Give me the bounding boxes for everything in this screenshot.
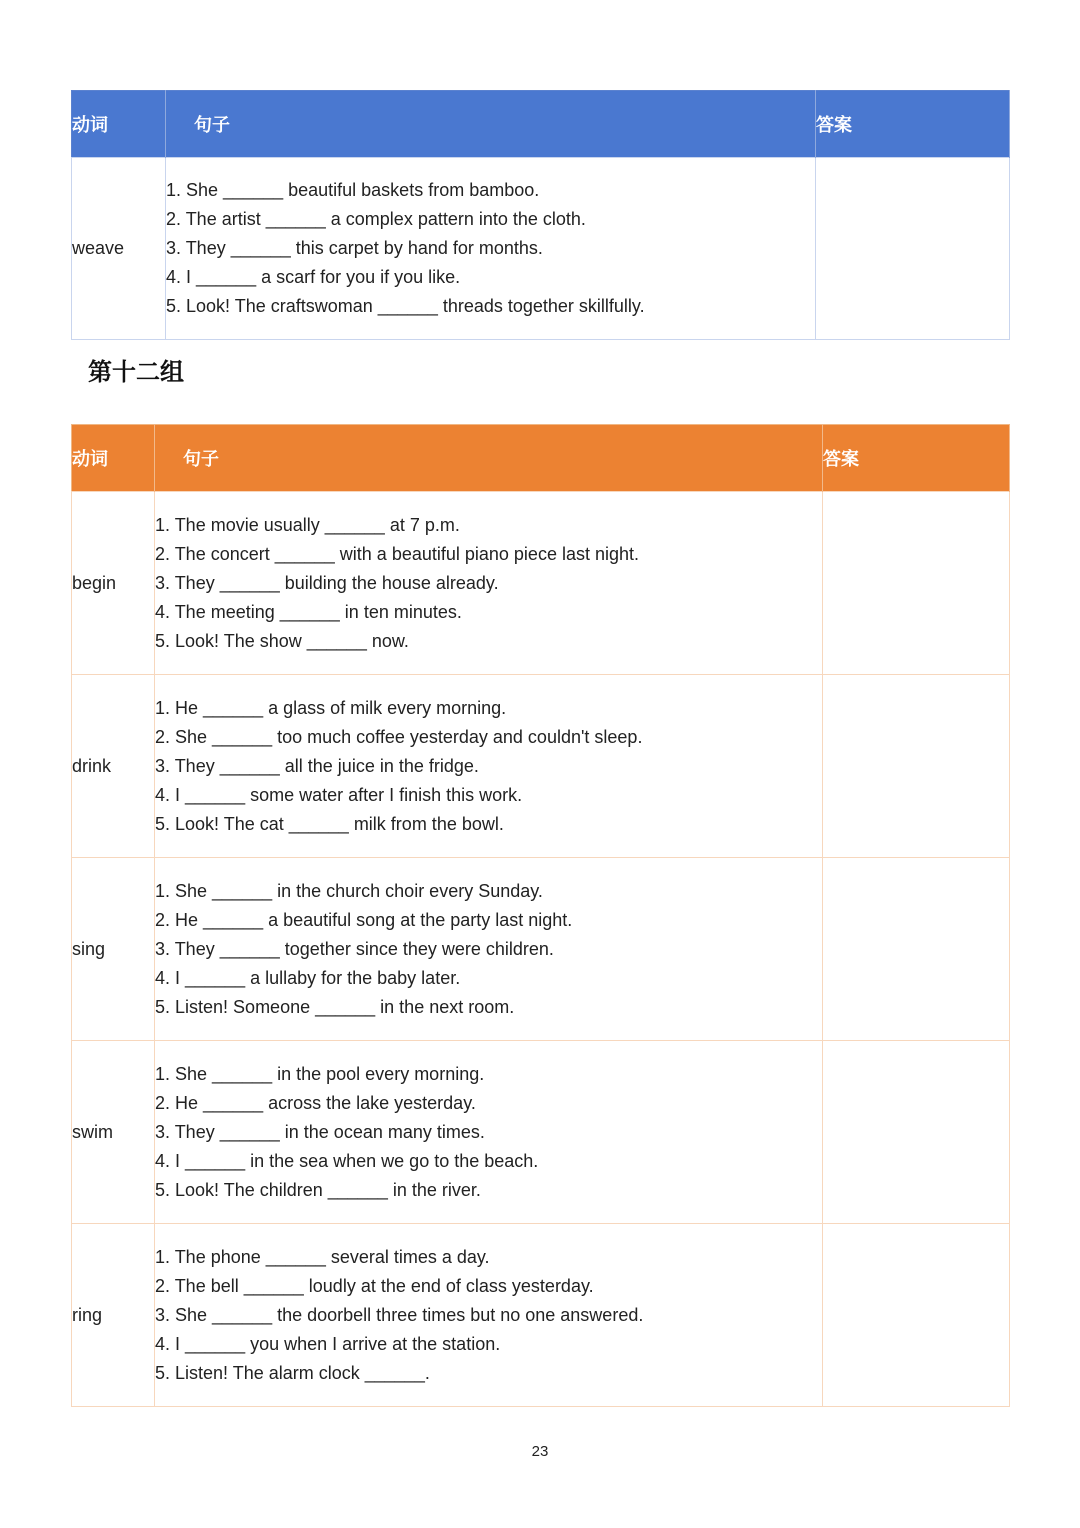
answer-cell bbox=[816, 158, 1010, 340]
sentence: 3. They ______ together since they were children. bbox=[155, 938, 554, 959]
sentence: 1. She ______ in the pool every morning. bbox=[155, 1063, 485, 1084]
table-row bbox=[72, 492, 1010, 675]
sentence: 2. The artist ______ a complex pattern into the cloth. bbox=[166, 209, 586, 229]
header-verb: 动词 bbox=[72, 425, 155, 492]
sentence: 2. The concert ______ with a beautiful piano piece last night. bbox=[155, 543, 639, 564]
header-answer: 答案 bbox=[816, 91, 1010, 158]
sentence: 4. I ______ in the sea when we go to the beach. bbox=[155, 1150, 539, 1171]
verb-table-group-12 bbox=[71, 424, 1010, 1407]
table-header-row bbox=[72, 425, 1010, 492]
sentences-cell bbox=[155, 858, 823, 1041]
answer-cell bbox=[823, 492, 1010, 675]
sentences-cell bbox=[166, 158, 816, 340]
sentence: 1. He ______ a glass of milk every morning. bbox=[155, 697, 507, 718]
verb-cell: sing bbox=[72, 858, 155, 1041]
sentence: 5. Look! The show ______ now. bbox=[155, 630, 409, 651]
header-sentence: 句子 bbox=[166, 91, 816, 158]
answer-cell bbox=[823, 1224, 1010, 1407]
group-title: 第十二组 bbox=[88, 358, 184, 386]
sentence: 2. She ______ too much coffee yesterday and couldn't sleep. bbox=[155, 726, 643, 747]
sentence: 3. They ______ all the juice in the fridge. bbox=[155, 755, 479, 776]
sentence: 4. I ______ some water after I finish this work. bbox=[155, 784, 523, 805]
sentence: 5. Listen! The alarm clock ______. bbox=[155, 1362, 430, 1383]
sentence: 4. I ______ a lullaby for the baby later. bbox=[155, 967, 461, 988]
sentence: 5. Look! The children ______ in the river. bbox=[155, 1179, 481, 1200]
sentence: 3. They ______ building the house already. bbox=[155, 572, 499, 593]
table-row bbox=[72, 858, 1010, 1041]
sentences-cell bbox=[155, 1224, 823, 1407]
answer-cell bbox=[823, 858, 1010, 1041]
page-number: 23 bbox=[531, 1443, 549, 1460]
sentence: 3. She ______ the doorbell three times but no one answered. bbox=[155, 1304, 644, 1325]
table-row bbox=[72, 1224, 1010, 1407]
sentence: 4. I ______ you when I arrive at the station. bbox=[155, 1333, 501, 1354]
sentences-cell bbox=[155, 1041, 823, 1224]
sentence: 5. Look! The cat ______ milk from the bowl. bbox=[155, 813, 504, 834]
header-sentence: 句子 bbox=[155, 425, 823, 492]
sentence: 4. I ______ a scarf for you if you like. bbox=[166, 267, 461, 287]
sentence: 3. They ______ in the ocean many times. bbox=[155, 1121, 485, 1142]
verb-cell: drink bbox=[72, 675, 155, 858]
table-row bbox=[72, 1041, 1010, 1224]
sentences-cell bbox=[155, 675, 823, 858]
sentence: 4. The meeting ______ in ten minutes. bbox=[155, 601, 462, 622]
answer-cell bbox=[823, 1041, 1010, 1224]
verb-cell: begin bbox=[72, 492, 155, 675]
sentence: 5. Listen! Someone ______ in the next room. bbox=[155, 996, 515, 1017]
verb-cell: swim bbox=[72, 1041, 155, 1224]
header-verb: 动词 bbox=[72, 91, 166, 158]
sentence: 1. She ______ beautiful baskets from bamboo. bbox=[166, 180, 540, 200]
table-header-row bbox=[72, 91, 1010, 158]
sentence: 1. She ______ in the church choir every Sunday. bbox=[155, 880, 543, 901]
sentence: 2. He ______ a beautiful song at the party last night. bbox=[155, 909, 573, 930]
sentence: 2. The bell ______ loudly at the end of class yesterday. bbox=[155, 1275, 594, 1296]
sentence: 2. He ______ across the lake yesterday. bbox=[155, 1092, 476, 1113]
verb-cell: ring bbox=[72, 1224, 155, 1407]
sentence: 1. The movie usually ______ at 7 p.m. bbox=[155, 514, 460, 535]
answer-cell bbox=[823, 675, 1010, 858]
header-answer: 答案 bbox=[823, 425, 1010, 492]
verb-cell: weave bbox=[72, 158, 166, 340]
sentence: 5. Look! The craftswoman ______ threads together skillfully. bbox=[166, 296, 645, 316]
sentence: 1. The phone ______ several times a day. bbox=[155, 1246, 490, 1267]
table-row bbox=[72, 158, 1010, 340]
sentences-cell bbox=[155, 492, 823, 675]
sentence: 3. They ______ this carpet by hand for months. bbox=[166, 238, 543, 258]
table-row bbox=[72, 675, 1010, 858]
verb-table-weave bbox=[71, 90, 1010, 340]
